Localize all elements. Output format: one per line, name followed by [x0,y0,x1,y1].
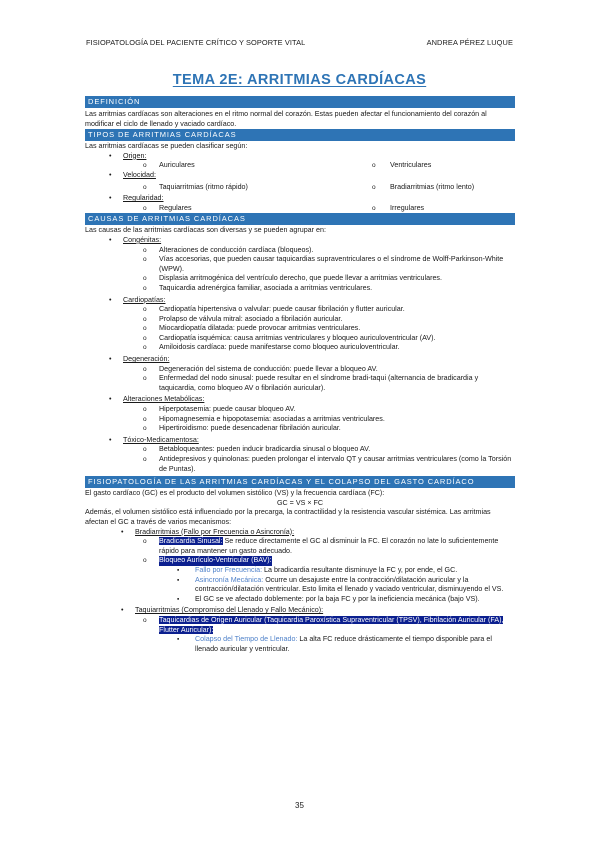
causa-group-label: Degeneración: [123,355,170,364]
list-item [85,528,515,538]
square-bullet-icon: ▪ [177,566,180,574]
list-item [85,274,515,284]
list-item [85,395,515,405]
list-item [85,315,515,325]
circle-bullet-icon: o [143,334,147,342]
causa-item: Hipomagnesemia e hipopotasemia: asociadas a arritmias ventriculares. [159,414,385,423]
tipos-option: Taquiarritmias (ritmo rápido) [159,182,248,191]
tipos-option: Irregulares [390,203,425,212]
bullet-icon: • [109,170,112,179]
list-item [85,246,515,256]
list-item [85,415,515,425]
colapso-llenado-text: La alta FC reduce drásticamente el tiempo disponible para el llenado auricular y ventricular. [195,635,492,653]
bullet-icon: • [109,395,112,404]
list-item [85,236,515,246]
circle-bullet-icon: o [143,538,147,546]
causa-item: Vías accesorias, que pueden causar taquicardias supraventriculares o el síndrome de Wolff-Parkinson-White (WPW). [159,255,504,273]
causa-item: Degeneración del sistema de conducción: puede llevar a bloqueo AV. [159,364,378,373]
taquiarritmias-label: Taquiarritmias (Compromiso del Llenado y Fallo Mecánico): [135,606,324,615]
circle-bullet-icon: o [143,325,147,333]
bullet-icon: • [109,435,112,444]
causa-item: Prolapso de válvula mitral: asociado a fibrilación auricular. [159,314,343,323]
circle-bullet-icon: o [143,315,147,323]
list-item [85,616,515,635]
list-item [85,445,515,455]
circle-bullet-icon: o [143,415,147,423]
circle-bullet-icon: o [143,456,147,463]
tipos-option: Bradiarritmias (ritmo lento) [390,182,475,191]
causa-item: Hipertiroidismo: puede desencadenar fibrilación auricular. [159,424,341,433]
definicion-text: Las arritmias cardíacas son alteraciones en el ritmo normal del corazón. Estas pueden afectar el funcionamiento del corazón al modificar el ciclo de llenado y vaciado cardíaco. [85,110,487,128]
list-item [85,405,515,415]
tipos-group-label: Origen: [123,151,147,160]
causa-item: Alteraciones de conducción cardíaca (bloqueos). [159,245,314,254]
square-bullet-icon: ▪ [177,636,180,644]
circle-bullet-icon: o [143,256,147,264]
fisio-paragraph-2: Además, el volumen sistólico está influenciado por la precarga, la contractilidad y la resistencia vascular sistémica. Las arritmias afectan el GC a través de varios mecanismos: [85,508,491,526]
list-item [85,334,515,344]
circle-bullet-icon: o [143,204,147,212]
causa-item: Displasia arritmogénica del ventrículo derecho, que puede llevar a arritmias ventriculares. [159,274,442,283]
list-item [85,284,515,294]
causas-intro: Las causas de las arritmias cardíacas son diversas y se pueden agrupar en: [85,226,326,235]
tipos-intro: Las arritmias cardíacas se pueden clasificar según: [85,142,248,151]
list-item [85,606,515,616]
fisio-paragraph-1: El gasto cardíaco (GC) es el producto del volumen sistólico (VS) y la frecuencia cardíaca (FC): [85,489,385,498]
list-item [85,255,515,274]
list-item [85,556,515,566]
list-item [85,576,515,595]
list-item [85,171,515,181]
circle-bullet-icon: o [143,344,147,352]
circle-bullet-icon: o [143,375,147,383]
causa-item: Betabloqueantes: pueden inducir bradicardia sinusal o bloqueo AV. [159,445,371,454]
list-item [85,194,515,204]
circle-bullet-icon: o [143,446,147,454]
gasto-formula: GC = VS × FC [276,498,324,507]
bullet-icon: • [109,194,112,203]
tipos-option: Auriculares [159,161,195,170]
circle-bullet-icon: o [372,183,376,191]
bullet-icon: • [121,606,124,615]
list-item [85,343,515,353]
bullet-icon: • [109,235,112,244]
causa-item: Enfermedad del nodo sinusal: puede resultar en el síndrome bradi-taqui (alternancia de bradicardia y taquicardia, como bloqueo AV o fibrilación auricular). [159,374,479,392]
section-heading-fisiopatologia: FISIOPATOLOGÍA DE LAS ARRITMIAS CARDÍACAS Y EL COLAPSO DEL GASTO CARDÍACO [85,476,515,488]
asincronia-lead: Asincronía Mecánica: [195,575,264,584]
section-heading-definicion: DEFINICIÓN [85,96,515,108]
list-item [85,374,515,393]
section-heading-causas: CAUSAS DE ARRITMIAS CARDÍACAS [85,213,515,225]
list-item [85,305,515,315]
highlight-taquicardias-auriculares: Taquicardias de Origen Auricular (Taquicardia Paroxística Supraventricular (TPSV), Fibrilación Auricular (FA), Flutter Auricular): [159,615,504,634]
colapso-llenado-lead: Colapso del Tiempo de Llenado: [195,635,298,644]
asincronia-text: Ocurre un desajuste entre la contracción/dilatación auricular y la contracción/dilatación ventricular. Esto limita el llenado y vaciado ventricular, disminuyendo el VS. [195,575,504,594]
tipos-option: Ventriculares [390,161,432,170]
list-item [85,595,515,605]
circle-bullet-icon: o [372,204,376,212]
circle-bullet-icon: o [143,162,147,170]
causa-group-label: Alteraciones Metabólicas: [123,395,205,404]
circle-bullet-icon: o [372,162,376,170]
bullet-icon: • [109,295,112,304]
list-item [85,455,515,474]
causa-item: Miocardiopatía dilatada: puede provocar arritmias ventriculares. [159,324,361,333]
header-right: ANDREA PÉREZ LUQUE [426,38,513,47]
fallo-frecuencia-lead: Fallo por Frecuencia: [195,565,263,574]
square-bullet-icon: ▪ [177,576,180,584]
list-item [85,424,515,434]
bullet-icon: • [109,355,112,364]
highlight-bradicardia-sinusal: Bradicardia Sinusal: [159,537,223,546]
causa-item: Cardiopatía hipertensiva o valvular: puede causar fibrilación y flutter auricular. [159,305,405,314]
list-item [85,436,515,446]
circle-bullet-icon: o [143,284,147,292]
list-item [85,566,515,576]
circle-bullet-icon: o [143,557,147,565]
list-item [85,537,515,556]
bullet-icon: • [109,151,112,160]
tipos-group-label: Regularidad: [123,194,164,203]
circle-bullet-icon: o [143,616,147,624]
list-item [85,183,515,193]
list-item [85,204,515,214]
causa-item: Hiperpotasemia: puede causar bloqueo AV. [159,405,296,414]
causa-item: Taquicardia adrenérgica familiar, asociada a arritmias ventriculares. [159,283,373,292]
section-heading-tipos: TIPOS DE ARRITMIAS CARDÍACAS [85,129,515,141]
gc-doble-text: El GC se ve afectado doblemente: por la baja FC y por la ineficiencia mecánica (bajo VS). [195,594,480,603]
highlight-bav: Bloqueo Aurículo-Ventricular (BAV): [159,556,272,565]
document-body [85,96,515,654]
list-item [85,296,515,306]
circle-bullet-icon: o [143,406,147,414]
page-number: 35 [295,801,304,810]
tipos-option: Regulares [159,203,192,212]
fallo-frecuencia-text: La bradicardia resultante disminuye la FC y, por ende, el GC. [262,565,458,574]
causa-group-label: Cardiopatías: [123,295,166,304]
circle-bullet-icon: o [143,183,147,191]
list-item [85,635,515,654]
causa-item: Cardiopatía isquémica: causa arritmias ventriculares y bloqueo auriculoventricular (AV). [159,333,436,342]
list-item [85,161,515,171]
circle-bullet-icon: o [143,425,147,433]
square-bullet-icon: ▪ [177,595,180,603]
circle-bullet-icon: o [143,306,147,314]
tipos-group-label: Velocidad: [123,170,156,179]
causa-item: Antidepresivos y quinolonas: pueden prolongar el intervalo QT y causar arritmias ventriculares (como la Torsión de Puntas). [159,455,512,473]
causa-item: Amiloidosis cardíaca: puede manifestarse como bloqueo auriculoventricular. [159,343,400,352]
causa-group-label: Tóxico-Medicamentosa: [123,435,199,444]
list-item [85,324,515,334]
list-item [85,152,515,162]
circle-bullet-icon: o [143,246,147,254]
causa-group-label: Congénitas: [123,235,162,244]
circle-bullet-icon: o [143,365,147,373]
bullet-icon: • [121,527,124,536]
list-item [85,365,515,375]
bradiarritmias-label: Bradiarritmias (Fallo por Frecuencia o Asincronía): [135,527,295,536]
page-title: TEMA 2E: ARRITMIAS CARDÍACAS [172,72,427,88]
bradicardia-sinusal-text: Se reduce directamente el GC al disminuir la FC. El corazón no late lo suficientemente rápido para mantener un gasto adecuado. [159,537,499,555]
header-left: FISIOPATOLOGÍA DEL PACIENTE CRÍTICO Y SOPORTE VITAL [86,38,306,47]
list-item [85,355,515,365]
circle-bullet-icon: o [143,275,147,283]
